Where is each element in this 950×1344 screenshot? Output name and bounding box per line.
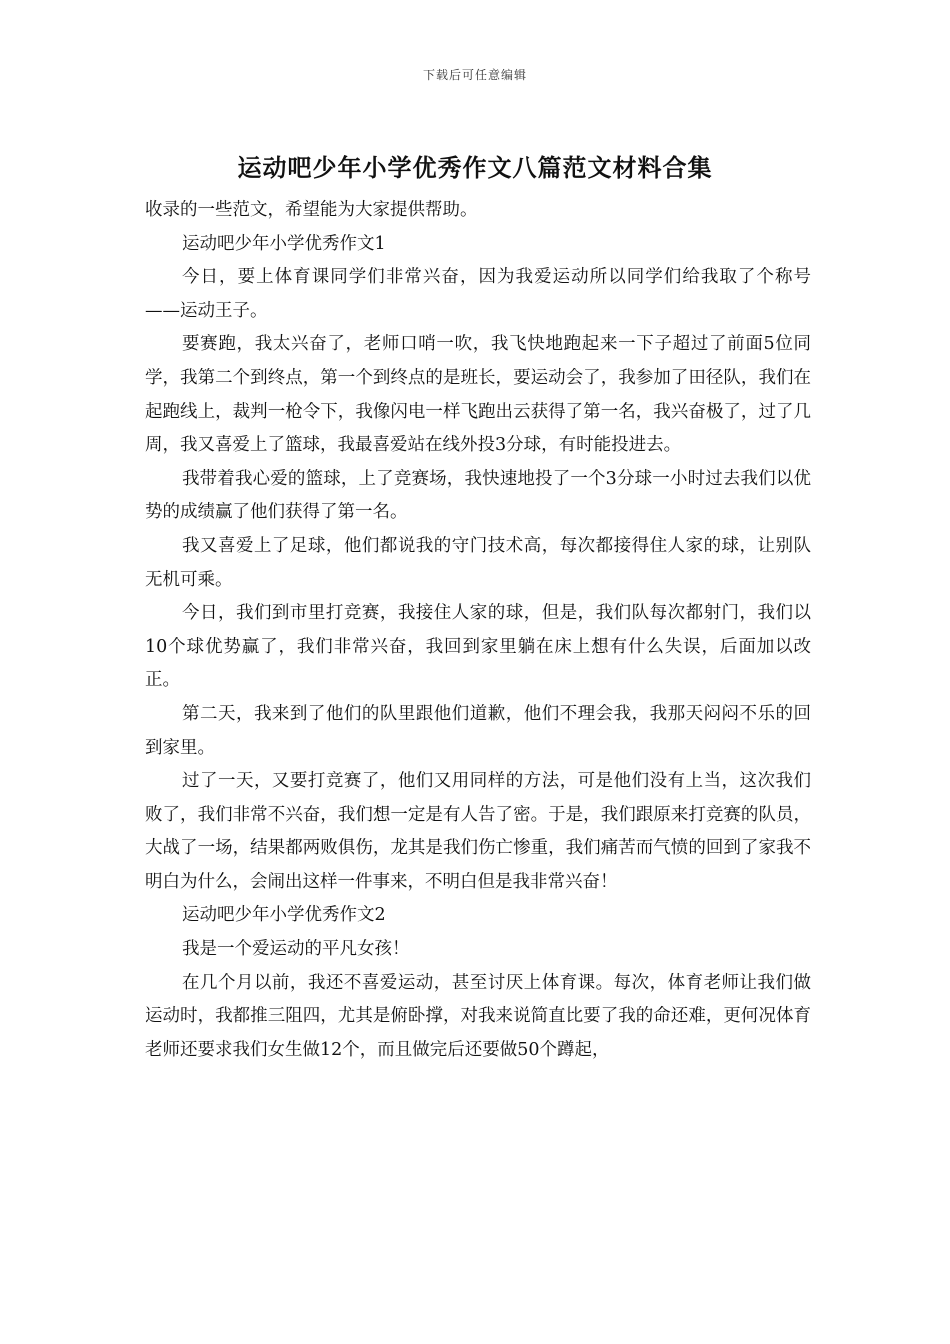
document-title: 运动吧少年小学优秀作文八篇范文材料合集	[237, 153, 713, 182]
paragraph: 要赛跑，我太兴奋了，老师口哨一吹，我飞快地跑起来一下子超过了前面5位同学，我第二个到终点，第一个到终点的是班长，要运动会了，我参加了田径队，我们在起跑线上，裁判一枪令下，我像闪电一样飞跑出云获得了第一名，我兴奋极了，过了几周，我又喜爱上了篮球，我最喜爱站在线外投3分球，有时能投进去。	[145, 334, 811, 456]
paragraph: 今日，我们到市里打竞赛，我接住人家的球，但是，我们队每次都射门，我们以10个球优势赢了，我们非常兴奋，我回到家里躺在床上想有什么失误，后面加以改正。	[145, 603, 811, 691]
header-note: 下载后可任意编辑	[422, 68, 527, 82]
paragraph: 收录的一些范文，希望能为大家提供帮助。	[145, 200, 478, 220]
paragraph: 运动吧少年小学优秀作文2	[182, 905, 386, 926]
paragraph: 第二天，我来到了他们的队里跟他们道歉，他们不理会我，我那天闷闷不乐的回到家里。	[145, 703, 811, 758]
paragraph: 今日，要上体育课同学们非常兴奋，因为我爱运动所以同学们给我取了个称号——运动王子。	[145, 267, 811, 321]
document-body	[145, 194, 811, 1067]
paragraph: 我带着我心爱的篮球，上了竞赛场，我快速地投了一个3分球一小时过去我们以优势的成绩赢了他们获得了第一名。	[145, 468, 811, 523]
paragraph: 我又喜爱上了足球，他们都说我的守门技术高，每次都接得住人家的球，让别队无机可乘。	[145, 535, 811, 590]
paragraph: 运动吧少年小学优秀作文1	[182, 233, 386, 254]
paragraph: 在几个月以前，我还不喜爱运动，甚至讨厌上体育课。每次，体育老师让我们做运动时，我都推三阻四，尤其是俯卧撑，对我来说简直比要了我的命还难，更何况体育老师还要求我们女生做12个，而且做完后还要做50个蹲起，	[145, 972, 811, 1060]
paragraph: 我是一个爱运动的平凡女孩！	[182, 939, 410, 960]
paragraph: 过了一天，又要打竞赛了，他们又用同样的方法，可是他们没有上当，这次我们败了，我们非常不兴奋，我们想一定是有人告了密。于是，我们跟原来打竞赛的队员，大战了一场，结果都两败俱伤，龙其是我们伤亡惨重，我们痛苦而气愤的回到了家我不明白为什么，会闹出这样一件事来，不明白但是我非常兴奋！	[145, 771, 811, 892]
